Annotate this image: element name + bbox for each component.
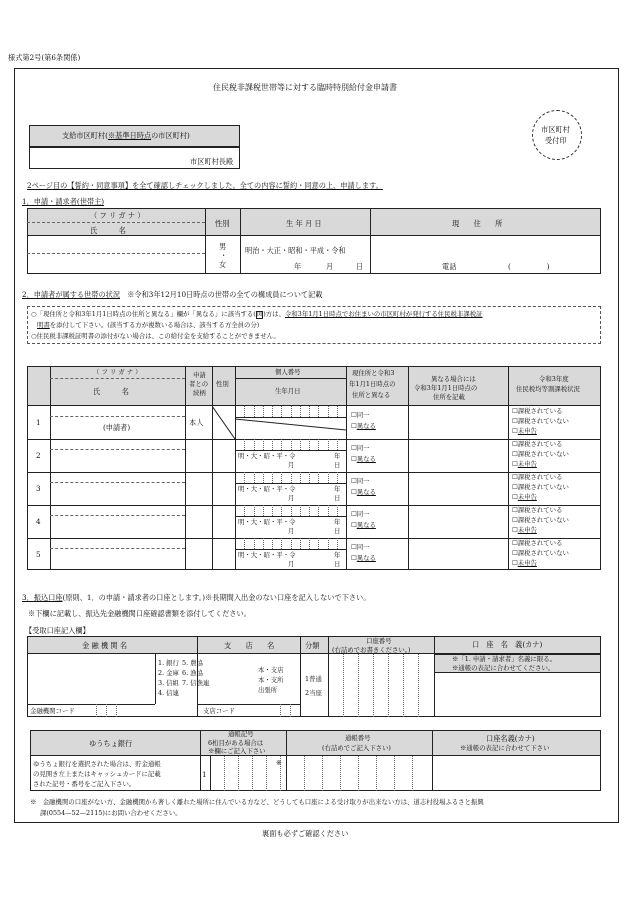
differ-checkbox[interactable]: ☐ 異なる — [351, 423, 376, 429]
taxed-checkbox[interactable]: ☐ 課税されている — [512, 408, 562, 414]
differ-checkbox[interactable]: ☐ 異なる — [351, 522, 376, 528]
same-checkbox[interactable]: ☐ 同一 — [351, 544, 370, 550]
yucho-label: ゆうちょ銀行 — [89, 739, 133, 748]
not-taxed-checkbox[interactable]: ☐ 課税されていない — [512, 418, 569, 424]
addressee-head: 市区町村長殿 — [190, 157, 234, 166]
not-taxed-checkbox[interactable]: ☐ 課税されていない — [512, 484, 569, 490]
row-number: 1 — [36, 418, 41, 427]
same-checkbox[interactable]: ☐ 同一 — [351, 445, 370, 451]
taxed-checkbox[interactable]: ☐ 課税されている — [512, 441, 562, 447]
reception-stamp — [532, 110, 582, 160]
sec3-title: 3．振込口座 — [22, 593, 63, 602]
form-title: 住民税非課税世帯等に対する臨時特別給付金申請書 — [213, 83, 397, 92]
taxed-checkbox[interactable]: ☐ 課税されている — [512, 540, 562, 546]
unfiled-checkbox[interactable]: ☐ 未申告 — [512, 560, 537, 566]
taxed-checkbox[interactable]: ☐ 課税されている — [512, 474, 562, 480]
sec1-title: 1．申請・請求者(世帯主) — [22, 197, 105, 206]
unfiled-checkbox[interactable]: ☐ 未申告 — [512, 494, 537, 500]
back-note: 裏面も必ずご確認ください — [262, 829, 349, 838]
unfiled-checkbox[interactable]: ☐ 未申告 — [512, 428, 537, 434]
row-number: 2 — [36, 451, 41, 460]
footnote: ※ 金融機関の口座がない方、金融機関から著しく離れた場所に住んでいる方など、どうしても口座による受け取りが出来ない方は、道志村役場ふるさと振興 — [30, 798, 484, 806]
unfiled-checkbox[interactable]: ☐ 未申告 — [512, 461, 537, 467]
taxed-checkbox[interactable]: ☐ 課税されている — [512, 507, 562, 513]
agree-text: 2ページ目の【誓約・同意事項】を全て確認しチェックしました。全ての内容に誓約・同意の上、申請します。 — [27, 181, 383, 190]
differ-checkbox[interactable]: ☐ 異なる — [351, 456, 376, 462]
unfiled-checkbox[interactable]: ☐ 未申告 — [512, 527, 537, 533]
row-number: 5 — [36, 550, 41, 559]
differ-checkbox[interactable]: ☐ 異なる — [351, 489, 376, 495]
same-checkbox[interactable]: ☐ 同一 — [351, 478, 370, 484]
same-checkbox[interactable]: ☐ 同一 — [351, 511, 370, 517]
same-checkbox[interactable]: ☐ 同一 — [351, 412, 370, 418]
not-taxed-checkbox[interactable]: ☐ 課税されていない — [512, 451, 569, 457]
not-taxed-checkbox[interactable]: ☐ 課税されていない — [512, 550, 569, 556]
row-number: 3 — [36, 484, 41, 493]
form-number: 様式第2号(第6条関係) — [8, 53, 81, 62]
sec2-title: 2．申請者が属する世帯の状況 — [22, 290, 121, 299]
differ-checkbox[interactable]: ☐ 異なる — [351, 555, 376, 561]
row-number: 4 — [36, 517, 41, 526]
addressee-label: 支給市区町村( — [62, 131, 108, 140]
not-taxed-checkbox[interactable]: ☐ 課税されていない — [512, 517, 569, 523]
